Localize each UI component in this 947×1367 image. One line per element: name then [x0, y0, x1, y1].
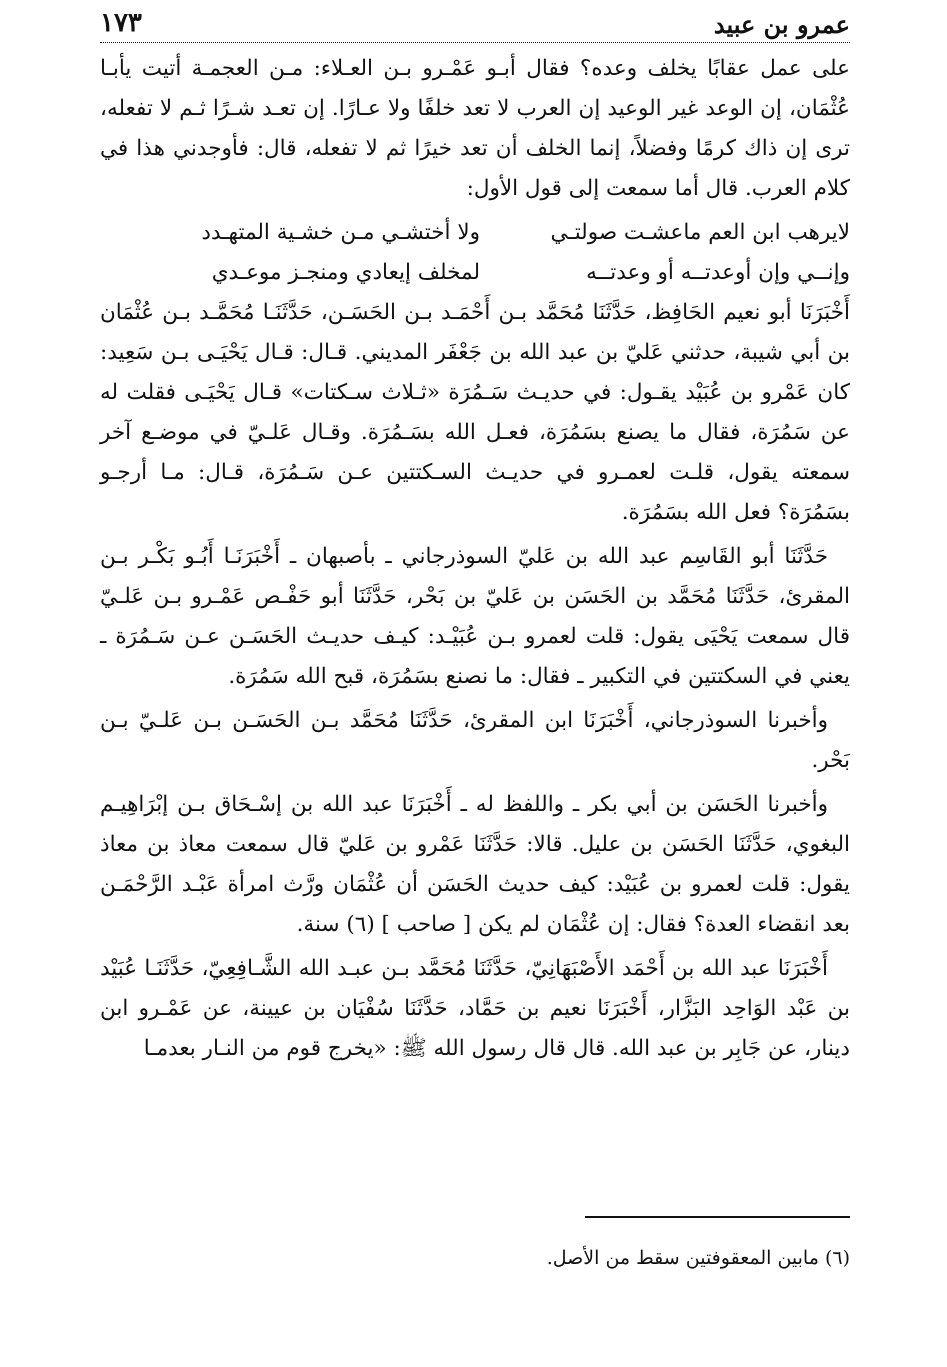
verse-2-second-hemistich: لمخلف إيعادي ومنجـز موعـدي — [211, 260, 480, 285]
page-header — [100, 8, 850, 43]
footnote: (٦) مابين المعقوفتين سقط من الأصل. — [546, 1247, 850, 1269]
poem — [100, 213, 850, 293]
page-number: ١٧٣ — [100, 8, 142, 38]
verse-1-second-hemistich: ولا أختشـي مـن خشـية المتهـدد — [201, 220, 480, 245]
paragraph-2: أَخْبَرَنَا أبو نعيم الحَافِظ، حَدَّثَنَا مُحَمَّد بـن أَحْمَـد بـن الحَسَـن، حَدَّثَنَـا مُحَمَّـد بـن عُثْمَان بن أبي شيبة، حدثني عَليّ بن عبد الله بن جَعْفَر المديني. قـال: قـال يَحْيَـى بـن سَعِيد: كان عَمْرو بن عُبَيْد يقـول: في حديـث سَـمُرَة «ثـلاث سـكتات» قـال يَحْيَـى فقلت له عن سَمُرَة، فقال ما يصنع بسَمُرَة، فعـل الله بسَـمُرَة. وقـال عَلـيّ في موضـع آخر سمعته يقول، قلـت لعمـرو في حديـث السـكتتين عـن سَـمُرَة، قـال: مـا أرجـو بسَمُرَة؟ فعل الله بسَمُرَة. — [100, 300, 850, 525]
verse-1-first-hemistich: لايرهب ابن العم ماعشـت صولتـي — [550, 220, 850, 245]
verse-1 — [100, 213, 850, 253]
paragraph-6: أَخْبَرَنَا عبد الله بن أَحْمَد الأَصْبَهَانِيّ، حَدَّثَنَا مُحَمَّد بـن عبـد الله الشَّـافِعِيّ، حَدَّثَنَـا عُبَيْد بن عَبْد الوَاحِد البَزَّار، أَخْبَرَنَا نعيم بن حَمَّاد، حَدَّثَنَا سُفْيَان بن عيينة، عن عَمْـرو ابن دينار، عن جَابِر بن عبد الله. قال قال رسول الله ﷺ: «يخرج قوم من النـار بعدمـا — [100, 956, 850, 1061]
book-page — [100, 8, 850, 1348]
paragraph-4: وأخبرنا السوذرجاني، أَخْبَرَنَا ابن المقرئ، حَدَّثَنَا مُحَمَّد بـن الحَسَـن بـن عَلـيّ بـن بَحْر. — [100, 708, 850, 773]
paragraph-3: حَدَّثَنَا أبو القَاسِم عبد الله بن عَليّ السوذرجاني ـ بأصبهان ـ أَخْبَرَنَـا أَبُـو بَكْـر بـن المقرئ، حَدَّثَنَا مُحَمَّد بن الحَسَن بن عَليّ بن بَحْر، حَدَّثَنَا أبو حَفْـص عَمْـرو بـن عَلـيّ قال سمعت يَحْيَى يقول: قلت لعمرو بـن عُبَيْـد: كيـف حديـث الحَسَـن عـن سَـمُرَة ـ يعني في السكتتين في التكبير ـ فقال: ما نصنع بسَمُرَة، قبح الله سَمُرَة. — [100, 544, 850, 689]
verse-2-first-hemistich: وإنــي وإن أوعدتــه أو وعدتــه — [586, 260, 850, 285]
running-title: عمرو بن عبيد — [713, 10, 850, 39]
paragraph-5: وأخبرنا الحَسَن بن أبي بكر ـ واللفظ له ـ أَخْبَرَنَا عبد الله بن إسْـحَاق بـن إبْرَاهِيـم البغوي، حَدَّثَنَا الحَسَن بن عليل. قالا: حَدَّثَنَا عَمْرو بن عَليّ قال سمعت معاذ بن معاذ يقول: قلت لعمرو بن عُبَيْد: كيف حديث الحَسَن أن عُثْمَان ورَّث امرأة عَبْـد الرَّحْمَـن بعد انقضاء العدة؟ فقال: إن عُثْمَان لم يكن [ صاحب ] (٦) سنة. — [100, 792, 850, 937]
paragraph-1: على عمل عقابًا يخلف وعده؟ فقال أبـو عَمْـرو بـن العـلاء: مـن العجمـة أتيت يأبـا عُثْمَان، إن الوعد غير الوعيد إن العرب لا تعد خلفًا ولا عـارًا. إن تعـد شـرًا ثـم لا تفعله، ترى إن ذاك كرمًا وفضلاً، إنما الخلف أن تعد خيرًا ثم لا تفعله، قال: فأوجدني هذا في كلام العرب. قال أما سمعت إلى قول الأول: — [100, 56, 850, 201]
footnote-divider — [585, 1216, 850, 1218]
verse-2 — [100, 253, 850, 293]
